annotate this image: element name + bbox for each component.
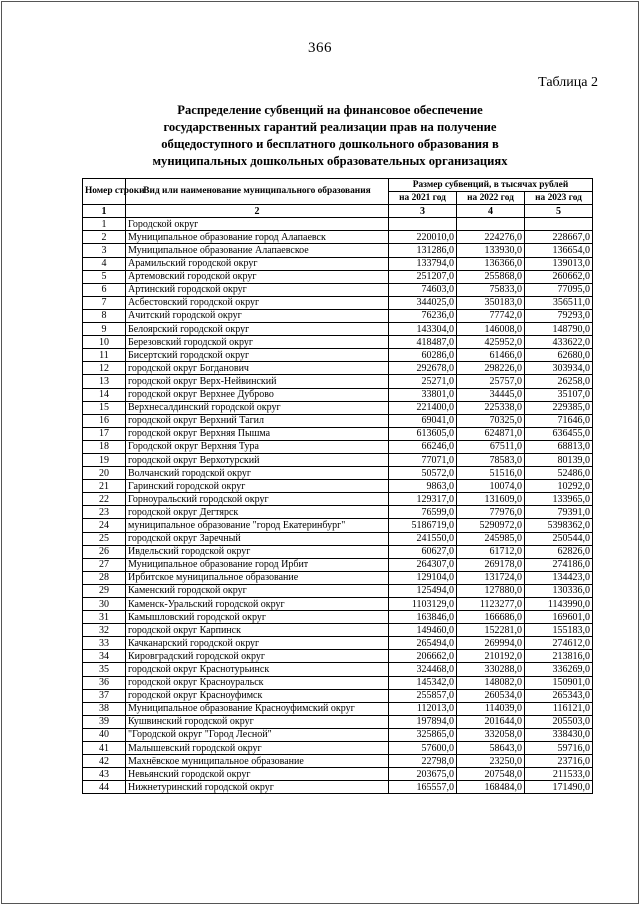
- row-number-cell: 29: [83, 584, 126, 597]
- row-number-cell: 5: [83, 270, 126, 283]
- value-2021-cell: 255857,0: [389, 689, 457, 702]
- value-2022-cell: 77742,0: [457, 309, 525, 322]
- table-body: [83, 218, 593, 794]
- value-2022-cell: 78583,0: [457, 453, 525, 466]
- table-row: [83, 336, 593, 349]
- name-cell: городской округ Богданович: [126, 362, 389, 375]
- table-title: [120, 102, 540, 170]
- value-2023-cell: 260662,0: [525, 270, 593, 283]
- row-number-cell: 32: [83, 624, 126, 637]
- table-row: [83, 283, 593, 296]
- value-2021-cell: 613605,0: [389, 427, 457, 440]
- row-number-cell: 4: [83, 257, 126, 270]
- row-number-cell: 14: [83, 388, 126, 401]
- table-label: Таблица 2: [538, 75, 598, 90]
- name-cell: городской округ Карпинск: [126, 624, 389, 637]
- value-2022-cell: 245985,0: [457, 532, 525, 545]
- value-2023-cell: 250544,0: [525, 532, 593, 545]
- name-cell: Муниципальное образование город Алапаевск: [126, 231, 389, 244]
- table-row: [83, 244, 593, 257]
- table-row: [83, 257, 593, 270]
- name-cell: Малышевский городской округ: [126, 742, 389, 755]
- row-number-cell: 25: [83, 532, 126, 545]
- name-cell: городской округ Верхний Тагил: [126, 414, 389, 427]
- value-2022-cell: 10074,0: [457, 480, 525, 493]
- table-row: [83, 663, 593, 676]
- value-2021-cell: 60627,0: [389, 545, 457, 558]
- value-2021-cell: 125494,0: [389, 584, 457, 597]
- value-2022-cell: 70325,0: [457, 414, 525, 427]
- table-row: [83, 506, 593, 519]
- value-2022-cell: 260534,0: [457, 689, 525, 702]
- name-cell: Березовский городской округ: [126, 336, 389, 349]
- value-2021-cell: [389, 218, 457, 231]
- value-2023-cell: 433622,0: [525, 336, 593, 349]
- name-cell: городской округ Верх-Нейвинский: [126, 375, 389, 388]
- name-cell: городской округ Красноуфимск: [126, 689, 389, 702]
- name-cell: Арамильский городской округ: [126, 257, 389, 270]
- name-cell: "Городской округ "Город Лесной": [126, 728, 389, 741]
- value-2022-cell: 255868,0: [457, 270, 525, 283]
- value-2022-cell: 166686,0: [457, 611, 525, 624]
- value-2023-cell: 62680,0: [525, 349, 593, 362]
- value-2021-cell: 129104,0: [389, 571, 457, 584]
- value-2021-cell: 66246,0: [389, 440, 457, 453]
- name-cell: Бисертский городской округ: [126, 349, 389, 362]
- value-2022-cell: 131724,0: [457, 571, 525, 584]
- row-number-cell: 36: [83, 676, 126, 689]
- value-2021-cell: 5186719,0: [389, 519, 457, 532]
- table-row: [83, 231, 593, 244]
- value-2022-cell: 127880,0: [457, 584, 525, 597]
- name-cell: Городской округ: [126, 218, 389, 231]
- name-cell: Кировградский городской округ: [126, 650, 389, 663]
- header-name: Вид или наименование муниципального образования: [126, 179, 389, 205]
- value-2022-cell: 269994,0: [457, 637, 525, 650]
- name-cell: Каменский городской округ: [126, 584, 389, 597]
- name-cell: Ачитский городской округ: [126, 309, 389, 322]
- value-2022-cell: 1123277,0: [457, 598, 525, 611]
- table-row: [83, 611, 593, 624]
- value-2023-cell: 130336,0: [525, 584, 593, 597]
- name-cell: Каменск-Уральский городской округ: [126, 598, 389, 611]
- title-line: муниципальных дошкольных образовательных организациях: [152, 154, 508, 168]
- value-2022-cell: 146008,0: [457, 323, 525, 336]
- name-cell: городской округ Дегтярск: [126, 506, 389, 519]
- name-cell: Ирбитское муниципальное образование: [126, 571, 389, 584]
- value-2021-cell: 25271,0: [389, 375, 457, 388]
- table-row: [83, 519, 593, 532]
- value-2022-cell: 425952,0: [457, 336, 525, 349]
- table-row: [83, 571, 593, 584]
- row-number-cell: 19: [83, 453, 126, 466]
- name-cell: городской округ Верхотурский: [126, 453, 389, 466]
- value-2022-cell: 224276,0: [457, 231, 525, 244]
- value-2021-cell: 203675,0: [389, 768, 457, 781]
- value-2022-cell: 269178,0: [457, 558, 525, 571]
- value-2021-cell: 133794,0: [389, 257, 457, 270]
- value-2022-cell: 58643,0: [457, 742, 525, 755]
- col-number: 2: [126, 205, 389, 218]
- value-2022-cell: 23250,0: [457, 755, 525, 768]
- name-cell: Городской округ Верхняя Тура: [126, 440, 389, 453]
- table-row: [83, 598, 593, 611]
- table-row: [83, 676, 593, 689]
- row-number-cell: 18: [83, 440, 126, 453]
- name-cell: муниципальное образование "город Екатеринбург": [126, 519, 389, 532]
- table-row: [83, 375, 593, 388]
- value-2023-cell: 79293,0: [525, 309, 593, 322]
- table-row: [83, 755, 593, 768]
- row-number-cell: 37: [83, 689, 126, 702]
- row-number-cell: 23: [83, 506, 126, 519]
- table-row: [83, 781, 593, 794]
- row-number-cell: 44: [83, 781, 126, 794]
- table-row: [83, 362, 593, 375]
- value-2022-cell: [457, 218, 525, 231]
- value-2022-cell: 61712,0: [457, 545, 525, 558]
- value-2022-cell: 61466,0: [457, 349, 525, 362]
- name-cell: городской округ Верхняя Пышма: [126, 427, 389, 440]
- value-2023-cell: 205503,0: [525, 715, 593, 728]
- row-number-cell: 2: [83, 231, 126, 244]
- name-cell: городской округ Заречный: [126, 532, 389, 545]
- table-row: [83, 650, 593, 663]
- col-number: 5: [525, 205, 593, 218]
- row-number-cell: 16: [83, 414, 126, 427]
- value-2023-cell: 274612,0: [525, 637, 593, 650]
- name-cell: Гаринский городской округ: [126, 480, 389, 493]
- value-2023-cell: 71646,0: [525, 414, 593, 427]
- row-number-cell: 17: [83, 427, 126, 440]
- header-year-2023: на 2023 год: [525, 192, 593, 205]
- row-number-cell: 7: [83, 296, 126, 309]
- table-row: [83, 768, 593, 781]
- value-2023-cell: 136654,0: [525, 244, 593, 257]
- value-2021-cell: 112013,0: [389, 702, 457, 715]
- value-2023-cell: 150901,0: [525, 676, 593, 689]
- value-2022-cell: 330288,0: [457, 663, 525, 676]
- value-2021-cell: 220010,0: [389, 231, 457, 244]
- value-2021-cell: 9863,0: [389, 480, 457, 493]
- name-cell: Ивдельский городской округ: [126, 545, 389, 558]
- value-2021-cell: 69041,0: [389, 414, 457, 427]
- table-row: [83, 414, 593, 427]
- value-2021-cell: 129317,0: [389, 493, 457, 506]
- value-2021-cell: 22798,0: [389, 755, 457, 768]
- value-2021-cell: 145342,0: [389, 676, 457, 689]
- table-row: [83, 742, 593, 755]
- value-2023-cell: 134423,0: [525, 571, 593, 584]
- value-2023-cell: 211533,0: [525, 768, 593, 781]
- value-2023-cell: 336269,0: [525, 663, 593, 676]
- table-row: [83, 440, 593, 453]
- value-2023-cell: 80139,0: [525, 453, 593, 466]
- row-number-cell: 42: [83, 755, 126, 768]
- value-2023-cell: 5398362,0: [525, 519, 593, 532]
- name-cell: Камышловский городской округ: [126, 611, 389, 624]
- name-cell: Нижнетуринский городской округ: [126, 781, 389, 794]
- title-line: Распределение субвенций на финансовое обеспечение: [177, 103, 483, 117]
- row-number-cell: 35: [83, 663, 126, 676]
- page-number: 366: [308, 40, 332, 56]
- table-row: [83, 493, 593, 506]
- row-number-cell: 41: [83, 742, 126, 755]
- value-2022-cell: 207548,0: [457, 768, 525, 781]
- table-row: [83, 323, 593, 336]
- row-number-cell: 21: [83, 480, 126, 493]
- row-number-cell: 33: [83, 637, 126, 650]
- value-2023-cell: 171490,0: [525, 781, 593, 794]
- row-number-cell: 6: [83, 283, 126, 296]
- header-row-number: Номер строки: [83, 179, 126, 205]
- value-2021-cell: 60286,0: [389, 349, 457, 362]
- value-2021-cell: 241550,0: [389, 532, 457, 545]
- value-2022-cell: 131609,0: [457, 493, 525, 506]
- table-row: [83, 270, 593, 283]
- table-row: [83, 532, 593, 545]
- row-number-cell: 28: [83, 571, 126, 584]
- value-2023-cell: 79391,0: [525, 506, 593, 519]
- value-2022-cell: 298226,0: [457, 362, 525, 375]
- value-2023-cell: 23716,0: [525, 755, 593, 768]
- row-number-cell: 39: [83, 715, 126, 728]
- value-2021-cell: 57600,0: [389, 742, 457, 755]
- value-2022-cell: 34445,0: [457, 388, 525, 401]
- row-number-cell: 1: [83, 218, 126, 231]
- col-number: 1: [83, 205, 126, 218]
- value-2021-cell: 1103129,0: [389, 598, 457, 611]
- table-row: [83, 401, 593, 414]
- name-cell: Махнёвское муниципальное образование: [126, 755, 389, 768]
- name-cell: Волчанский городской округ: [126, 467, 389, 480]
- value-2022-cell: 168484,0: [457, 781, 525, 794]
- name-cell: Верхнесалдинский городской округ: [126, 401, 389, 414]
- value-2022-cell: 350183,0: [457, 296, 525, 309]
- col-number: 3: [389, 205, 457, 218]
- value-2023-cell: 265343,0: [525, 689, 593, 702]
- value-2023-cell: 52486,0: [525, 467, 593, 480]
- row-number-cell: 12: [83, 362, 126, 375]
- value-2021-cell: 143304,0: [389, 323, 457, 336]
- value-2022-cell: 225338,0: [457, 401, 525, 414]
- value-2021-cell: 344025,0: [389, 296, 457, 309]
- table-row: [83, 453, 593, 466]
- value-2023-cell: 169601,0: [525, 611, 593, 624]
- value-2023-cell: 10292,0: [525, 480, 593, 493]
- name-cell: Белоярский городской округ: [126, 323, 389, 336]
- value-2022-cell: 332058,0: [457, 728, 525, 741]
- row-number-cell: 40: [83, 728, 126, 741]
- row-number-cell: 10: [83, 336, 126, 349]
- value-2021-cell: 74603,0: [389, 283, 457, 296]
- subvention-table: [82, 178, 593, 794]
- table-row: [83, 624, 593, 637]
- value-2021-cell: 163846,0: [389, 611, 457, 624]
- table-row: [83, 218, 593, 231]
- table-row: [83, 427, 593, 440]
- table-row: [83, 545, 593, 558]
- value-2022-cell: 5290972,0: [457, 519, 525, 532]
- row-number-cell: 15: [83, 401, 126, 414]
- value-2023-cell: 116121,0: [525, 702, 593, 715]
- value-2021-cell: 418487,0: [389, 336, 457, 349]
- value-2022-cell: 624871,0: [457, 427, 525, 440]
- table-row: [83, 702, 593, 715]
- row-number-cell: 20: [83, 467, 126, 480]
- header-amount: Размер субвенций, в тысячах рублей: [389, 179, 593, 192]
- col-number: 4: [457, 205, 525, 218]
- value-2023-cell: 26258,0: [525, 375, 593, 388]
- table-row: [83, 296, 593, 309]
- header-row: [83, 179, 593, 192]
- value-2023-cell: 338430,0: [525, 728, 593, 741]
- table-row: [83, 349, 593, 362]
- value-2023-cell: 68813,0: [525, 440, 593, 453]
- value-2022-cell: 152281,0: [457, 624, 525, 637]
- value-2023-cell: 148790,0: [525, 323, 593, 336]
- name-cell: городской округ Краснотурьинск: [126, 663, 389, 676]
- value-2021-cell: 76236,0: [389, 309, 457, 322]
- name-cell: Муниципальное образование город Ирбит: [126, 558, 389, 571]
- value-2023-cell: 229385,0: [525, 401, 593, 414]
- row-number-cell: 22: [83, 493, 126, 506]
- name-cell: городской округ Красноуральск: [126, 676, 389, 689]
- value-2023-cell: 62826,0: [525, 545, 593, 558]
- value-2021-cell: 292678,0: [389, 362, 457, 375]
- row-number-cell: 8: [83, 309, 126, 322]
- value-2022-cell: 51516,0: [457, 467, 525, 480]
- table-row: [83, 637, 593, 650]
- name-cell: Асбестовский городской округ: [126, 296, 389, 309]
- table-row: [83, 728, 593, 741]
- header-year-2022: на 2022 год: [457, 192, 525, 205]
- table-row: [83, 467, 593, 480]
- value-2022-cell: 114039,0: [457, 702, 525, 715]
- value-2023-cell: 139013,0: [525, 257, 593, 270]
- value-2023-cell: 636455,0: [525, 427, 593, 440]
- table-row: [83, 388, 593, 401]
- value-2021-cell: 197894,0: [389, 715, 457, 728]
- row-number-cell: 3: [83, 244, 126, 257]
- row-number-cell: 30: [83, 598, 126, 611]
- value-2022-cell: 210192,0: [457, 650, 525, 663]
- table-row: [83, 689, 593, 702]
- table-row: [83, 480, 593, 493]
- value-2021-cell: 165557,0: [389, 781, 457, 794]
- value-2021-cell: 325865,0: [389, 728, 457, 741]
- row-number-cell: 26: [83, 545, 126, 558]
- value-2022-cell: 77976,0: [457, 506, 525, 519]
- value-2021-cell: 324468,0: [389, 663, 457, 676]
- value-2022-cell: 148082,0: [457, 676, 525, 689]
- row-number-cell: 24: [83, 519, 126, 532]
- row-number-cell: 38: [83, 702, 126, 715]
- value-2022-cell: 133930,0: [457, 244, 525, 257]
- value-2021-cell: 265494,0: [389, 637, 457, 650]
- value-2023-cell: 133965,0: [525, 493, 593, 506]
- value-2022-cell: 75833,0: [457, 283, 525, 296]
- value-2023-cell: [525, 218, 593, 231]
- value-2021-cell: 251207,0: [389, 270, 457, 283]
- title-line: государственных гарантий реализации прав на получение: [163, 120, 497, 134]
- value-2021-cell: 131286,0: [389, 244, 457, 257]
- row-number-cell: 27: [83, 558, 126, 571]
- table-row: [83, 309, 593, 322]
- value-2022-cell: 67511,0: [457, 440, 525, 453]
- name-cell: Горноуральский городской округ: [126, 493, 389, 506]
- value-2023-cell: 155183,0: [525, 624, 593, 637]
- row-number-cell: 13: [83, 375, 126, 388]
- value-2023-cell: 59716,0: [525, 742, 593, 755]
- value-2023-cell: 77095,0: [525, 283, 593, 296]
- name-cell: Артинский городской округ: [126, 283, 389, 296]
- name-cell: Муниципальное образование Алапаевское: [126, 244, 389, 257]
- name-cell: Качканарский городской округ: [126, 637, 389, 650]
- value-2021-cell: 221400,0: [389, 401, 457, 414]
- title-line: общедоступного и бесплатного дошкольного образования в: [161, 137, 499, 151]
- value-2022-cell: 136366,0: [457, 257, 525, 270]
- row-number-cell: 11: [83, 349, 126, 362]
- table-row: [83, 584, 593, 597]
- value-2021-cell: 149460,0: [389, 624, 457, 637]
- value-2021-cell: 206662,0: [389, 650, 457, 663]
- value-2023-cell: 356511,0: [525, 296, 593, 309]
- value-2022-cell: 25757,0: [457, 375, 525, 388]
- table-row: [83, 558, 593, 571]
- row-number-cell: 43: [83, 768, 126, 781]
- value-2021-cell: 76599,0: [389, 506, 457, 519]
- value-2023-cell: 303934,0: [525, 362, 593, 375]
- value-2021-cell: 33801,0: [389, 388, 457, 401]
- value-2023-cell: 228667,0: [525, 231, 593, 244]
- value-2023-cell: 213816,0: [525, 650, 593, 663]
- name-cell: Муниципальное образование Красноуфимский округ: [126, 702, 389, 715]
- name-cell: городской округ Верхнее Дуброво: [126, 388, 389, 401]
- header-year-2021: на 2021 год: [389, 192, 457, 205]
- row-number-cell: 31: [83, 611, 126, 624]
- name-cell: Невьянский городской округ: [126, 768, 389, 781]
- name-cell: Кушвинский городской округ: [126, 715, 389, 728]
- name-cell: Артемовский городской округ: [126, 270, 389, 283]
- value-2023-cell: 35107,0: [525, 388, 593, 401]
- row-number-cell: 34: [83, 650, 126, 663]
- column-number-row: [83, 205, 593, 218]
- value-2021-cell: 264307,0: [389, 558, 457, 571]
- value-2022-cell: 201644,0: [457, 715, 525, 728]
- value-2021-cell: 77071,0: [389, 453, 457, 466]
- value-2023-cell: 1143990,0: [525, 598, 593, 611]
- row-number-cell: 9: [83, 323, 126, 336]
- table-row: [83, 715, 593, 728]
- value-2023-cell: 274186,0: [525, 558, 593, 571]
- value-2021-cell: 50572,0: [389, 467, 457, 480]
